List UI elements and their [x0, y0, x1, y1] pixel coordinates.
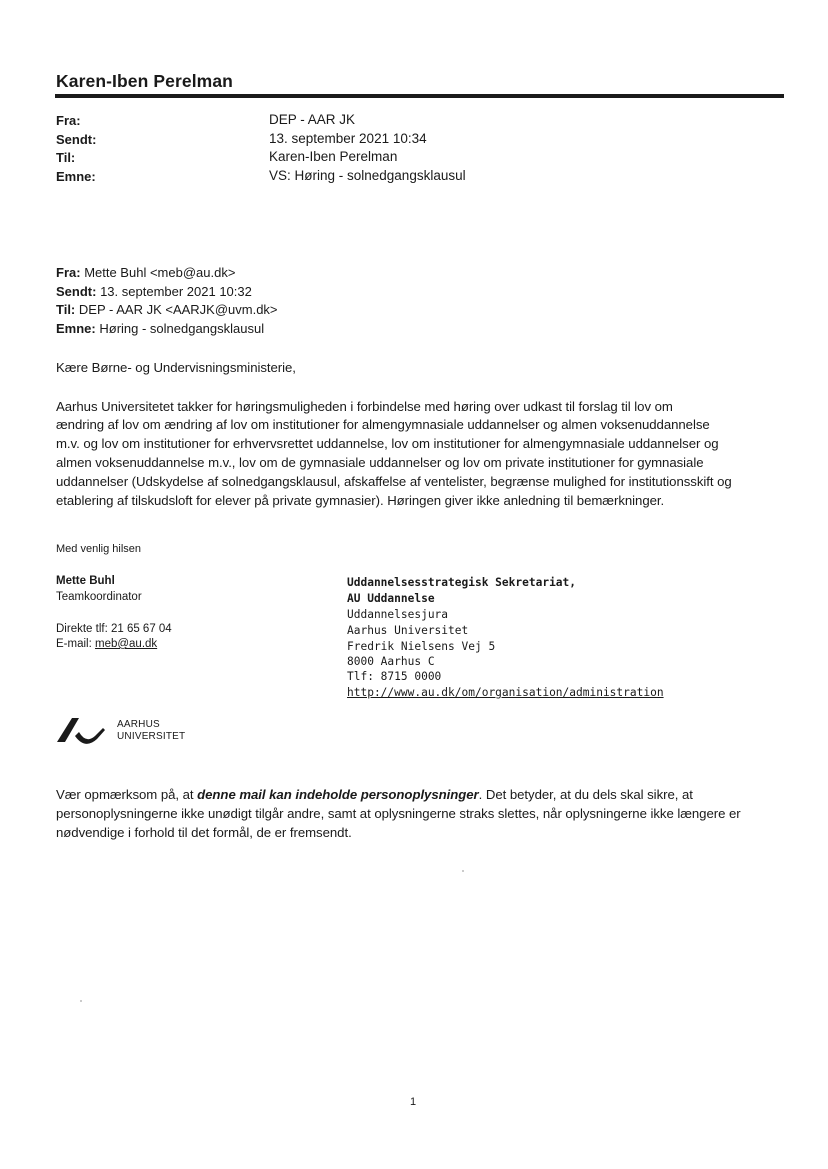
email-label: E-mail:: [56, 638, 95, 650]
scan-speck: [80, 1000, 82, 1002]
sender-email: [56, 638, 157, 650]
sender-name: Mette Buhl: [56, 575, 115, 587]
logo-line1: AARHUS: [117, 719, 160, 730]
address-line: 8000 Aarhus C: [347, 655, 435, 668]
au-logo-icon: [55, 714, 107, 744]
notice-line1: [56, 787, 693, 802]
scan-speck: [462, 870, 464, 872]
body-line: uddannelser (Udskydelse af solnedgangsklausul, afskaffelse af ventelister, begrænse mulighed for institutionsskift og: [56, 474, 732, 489]
logo-line2: UNIVERSITET: [117, 731, 186, 742]
header-value-emne: VS: Høring - solnedgangsklausul: [269, 168, 466, 183]
body-line: almen voksenuddannelse m.v., lov om de gymnasiale uddannelser og lov om private institutioner for gymnasiale: [56, 455, 704, 470]
notice-line2: personoplysningerne ikke unødigt tilgår andre, samt at oplysningerne straks slettes, når oplysningerne ikke længere er: [56, 806, 741, 821]
header-value-sendt: 13. september 2021 10:34: [269, 131, 427, 146]
forwarded-emne: [56, 321, 264, 336]
closing: Med venlig hilsen: [56, 543, 141, 555]
address-line: Aarhus Universitet: [347, 624, 469, 637]
title-divider: [55, 94, 784, 98]
forwarded-til: [56, 302, 278, 317]
address-line: Fredrik Nielsens Vej 5: [347, 640, 496, 653]
header-label-fra: Fra:: [56, 113, 81, 128]
forwarded-emne-label: Emne:: [56, 321, 96, 336]
org-line2: AU Uddannelse: [347, 592, 435, 605]
forwarded-sendt-value: 13. september 2021 10:32: [100, 284, 252, 299]
page-number: 1: [410, 1096, 417, 1108]
header-value-til: Karen-Iben Perelman: [269, 149, 398, 164]
forwarded-sendt-label: Sendt:: [56, 284, 97, 299]
forwarded-fra-label: Fra:: [56, 265, 81, 280]
address-line: Uddannelsesjura: [347, 608, 449, 621]
notice-suffix: . Det betyder, at du dels skal sikre, at: [478, 787, 693, 802]
forwarded-emne-value: Høring - solnedgangsklausul: [99, 321, 265, 336]
greeting: Kære Børne- og Undervisningsministerie,: [56, 360, 296, 375]
org-line1: Uddannelsesstrategisk Sekretariat,: [347, 576, 577, 589]
forwarded-til-label: Til:: [56, 302, 76, 317]
forwarded-fra: [56, 265, 235, 280]
header-value-fra: DEP - AAR JK: [269, 112, 356, 127]
body-line: m.v. og lov om institutioner for erhvervsrettet uddannelse, lov om institutioner for almengymnasiale uddannelser og: [56, 436, 719, 451]
forwarded-fra-value: Mette Buhl <meb@au.dk>: [84, 265, 236, 280]
sender-phone: Direkte tlf: 21 65 67 04: [56, 623, 172, 635]
body-line: etablering af tilskudsloft for elever på private gymnasier). Høringen giver ikke anledning til bemærkninger.: [56, 493, 665, 508]
sender-role: Teamkoordinator: [56, 591, 142, 603]
header-label-til: Til:: [56, 150, 76, 165]
forwarded-til-value: DEP - AAR JK <AARJK@uvm.dk>: [78, 302, 278, 317]
website-link[interactable]: http://www.au.dk/om/organisation/administration: [347, 686, 664, 699]
forwarded-sendt: [56, 284, 252, 299]
email-link[interactable]: meb@au.dk: [94, 638, 158, 650]
body-line: ændring af lov om ændring af lov om institutioner for almengymnasiale uddannelser og almen voksenuddannelse: [56, 417, 710, 432]
header-label-emne: Emne:: [56, 169, 96, 184]
body-line: Aarhus Universitetet takker for høringsmuligheden i forbindelse med høring over udkast til forslag til lov om: [56, 399, 673, 414]
page-title: Karen-Iben Perelman: [56, 71, 233, 91]
address-line: Tlf: 8715 0000: [347, 670, 442, 683]
notice-line3: nødvendige i forhold til det formål, de er fremsendt.: [56, 825, 352, 840]
notice-emphasis: denne mail kan indeholde personoplysninger: [197, 787, 479, 802]
header-label-sendt: Sendt:: [56, 132, 97, 147]
notice-prefix: Vær opmærksom på, at: [56, 787, 198, 802]
logo-text: [117, 719, 185, 743]
